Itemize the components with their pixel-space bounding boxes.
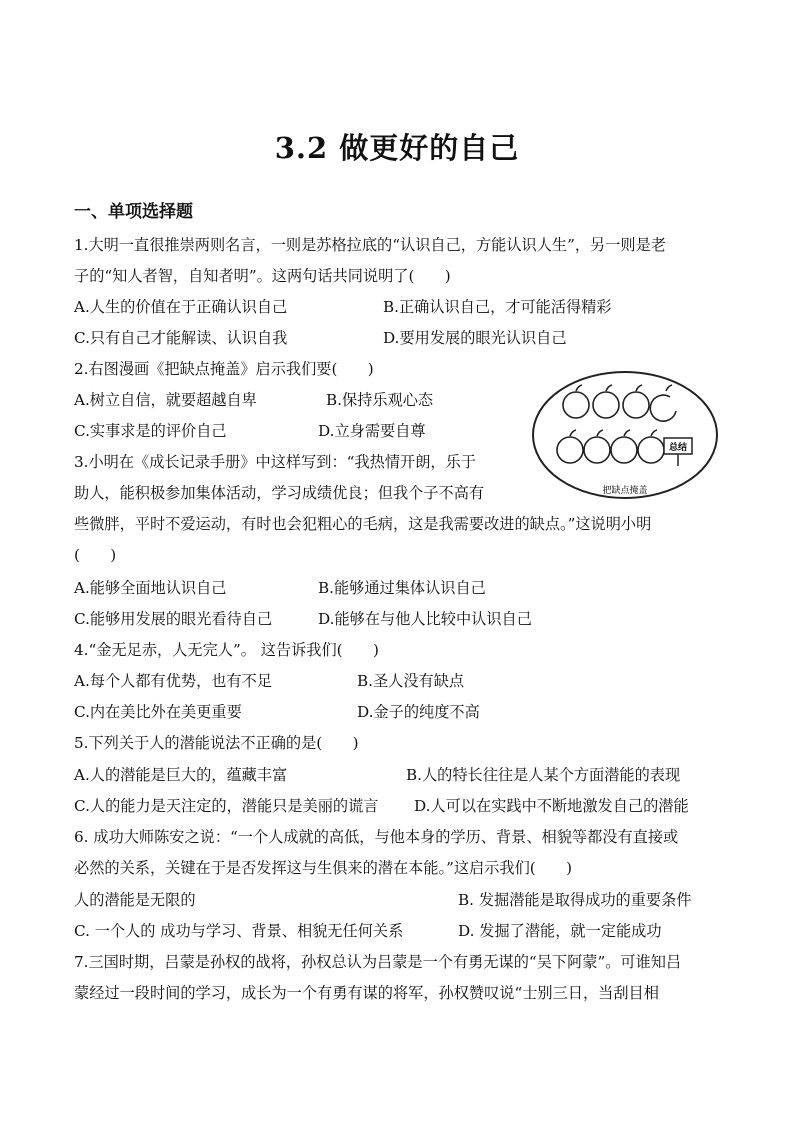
q3-stem-line1: 3.小明在《成长记录手册》中这样写到：“我热情开朗，乐于 (74, 453, 476, 471)
q4-stem: 4.“金无足赤，人无完人”。 这告诉我们( ) (74, 641, 379, 659)
apple-icon (563, 392, 589, 418)
q1-option-b: B.正确认识自己，才可能活得精彩 (383, 298, 612, 316)
cartoon-drawing (530, 370, 720, 510)
q4-option-a: A.每个人都有优势，也有不足 (74, 672, 273, 690)
q3-stem-line3: 些微胖，平时不爱运动，有时也会犯粗心的毛病，这是我需要改进的缺点。”这说明小明 (74, 515, 652, 533)
q6-option-c: C. 一个人的 成功与学习、背景、相貌无任何关系 (74, 922, 404, 940)
q6-option-d: D. 发掘了潜能，就一定能成功 (458, 922, 662, 940)
q2-option-b: B.保持乐观心态 (326, 391, 434, 409)
q3-option-d: D.能够在与他人比较中认识自己 (318, 610, 532, 628)
q1-stem-line2: 子的“知人者智，自知者明”。这两句话共同说明了( ) (74, 267, 451, 285)
cartoon-caption: 把缺点掩盖 (602, 486, 648, 496)
q1-stem-line1: 1.大明一直很推崇两则名言，一则是苏格拉底的“认识自己，方能认识人生”，另一则是老 (74, 236, 666, 254)
apple-icon (557, 437, 583, 463)
q5-option-a: A.人的潜能是巨大的，蕴藏丰富 (74, 766, 288, 784)
q2-option-c: C.实事求是的评价自己 (74, 422, 227, 440)
q6-option-a: 人的潜能是无限的 (74, 891, 196, 909)
q2-option-a: A.树立自信，就要超越自卑 (74, 391, 257, 409)
q2-option-d: D.立身需要自尊 (318, 422, 426, 440)
q5-option-c: C.人的能力是天注定的，潜能只是美丽的谎言 (74, 797, 379, 815)
q4-option-d: D.金子的纯度不高 (357, 703, 480, 721)
q6-stem-line1: 6. 成功大师陈安之说：“一个人成就的高低，与他本身的学历、背景、相貌等都没有直接或 (74, 828, 679, 846)
q7-stem-line2: 蒙经过一段时间的学习，成长为一个有勇有谋的将军，孙权赞叹说“士别三日，当刮目相 (74, 984, 659, 1002)
cartoon-image (530, 370, 720, 510)
q6-stem-line2: 必然的关系，关键在于是否发挥这与生俱来的潜在本能。”这启示我们( ) (74, 859, 573, 877)
apple-icon (623, 392, 649, 418)
apple-icon (638, 437, 664, 463)
q4-option-c: C.内在美比外在美更重要 (74, 703, 242, 721)
q1-option-d: D.要用发展的眼光认识自己 (383, 329, 567, 347)
q4-option-b: B.圣人没有缺点 (357, 672, 465, 690)
q3-option-b: B.能够通过集体认识自己 (318, 579, 486, 597)
q3-stem-line4: ( ) (74, 546, 117, 564)
sign-text: 总结 (668, 443, 688, 453)
apple-icon (584, 437, 610, 463)
q7-stem-line1: 7.三国时期，吕蒙是孙权的战将，孙权总认为吕蒙是一个有勇无谋的“吴下阿蒙”。可谁知吕 (74, 953, 682, 971)
q5-stem: 5.下列关于人的潜能说法不正确的是( ) (74, 734, 359, 752)
q3-stem-line2: 助人，能积极参加集体活动，学习成绩优良；但我个子不高有 (74, 484, 485, 502)
section-heading: 一、单项选择题 (74, 202, 193, 222)
q3-option-a: A.能够全面地认识自己 (74, 579, 227, 597)
apple-icon (593, 392, 619, 418)
q5-option-d: D.人可以在实践中不断地激发自己的潜能 (414, 797, 689, 815)
q6-option-b: B. 发掘潜能是取得成功的重要条件 (458, 891, 692, 909)
bitten-apple-icon (650, 395, 676, 421)
q3-option-c: C.能够用发展的眼光看待自己 (74, 610, 273, 628)
q2-stem: 2.右图漫画《把缺点掩盖》启示我们要( ) (74, 360, 374, 378)
q1-option-c: C.只有自己才能解读、认识自我 (74, 329, 288, 347)
q1-option-a: A.人生的价值在于正确认识自己 (74, 298, 288, 316)
q5-option-b: B.人的特长往往是人某个方面潜能的表现 (406, 766, 681, 784)
page-title: 3.2 做更好的自己 (274, 131, 520, 165)
apple-icon (611, 437, 637, 463)
